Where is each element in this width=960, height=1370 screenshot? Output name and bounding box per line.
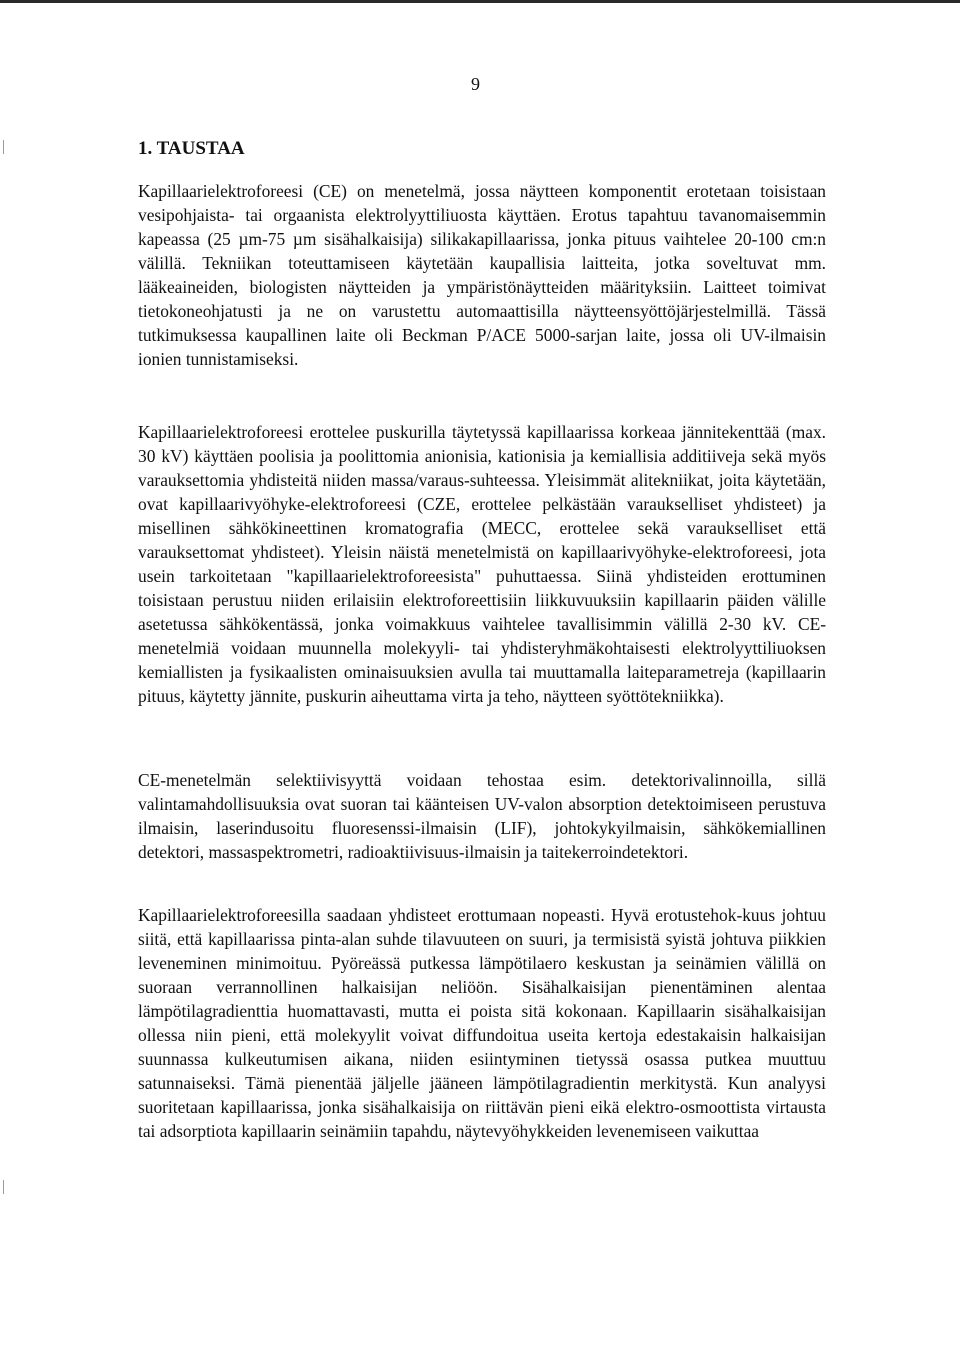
top-scan-rule: [0, 0, 960, 3]
paragraph: Kapillaarielektroforeesilla saadaan yhdisteet erottumaan nopeasti. Hyvä erotustehok-kuus johtuu siitä, että kapillaarissa pinta-alan suhde tilavuuteen on suuri, ja termisistä syistä johtuva piikkien leveneminen minimoituu. Pyöreässä putkessa lämpötilaero keskustan ja seinämien välillä on suoraan verrannollinen halkaisijan neliöön. Sisähalkaisijan pienentäminen alentaa lämpötilagradienttia huomattavasti, mutta ei poista sitä kokonaan. Kapillaarin sisähalkaisijan ollessa niin pieni, että molekyylit voivat diffundoitua useita kertoja edestakaisin halkaisijan suunnassa kulkeutumisen aikana, niiden esiintyminen tietyssä osassa putkea muuttuu satunnaiseksi. Tämä pienentää jäljelle jääneen lämpötilagradientin merkitystä. Kun analyysi suoritetaan kapillaarissa, jonka sisähalkaisija on riittävän pieni eikä elektro-osmoottista virtausta tai adsorptiota kapillaarin seinämiin tapahdu, näytevyöhykkeiden levenemiseen vaikuttaa: [138, 905, 826, 1141]
paragraph: Kapillaarielektroforeesi (CE) on menetelmä, jossa näytteen komponentit erotetaan toisistaan vesipohjaista- tai orgaanista elektrolyyttiliuosta käyttäen. Erotus tapahtuu tavanomaisemmin kapeassa (25 µm-75 µm sisähalkaisija) silikakapillaarissa, jonka pituus vaihtelee 20-100 cm:n välillä. Tekniikan toteuttamiseen käytetään kaupallisia laitteita, jotka soveltuvat mm. lääkeaineiden, biologisten näytteiden ja ympäristönäytteiden määrityksiin. Laitteet toimivat tietokoneohjatusti ja ne on varustettu automaattisilla näytteensyöttöjärjestelmillä. Tässä tutkimuksessa kaupallinen laite oli Beckman P/ACE 5000-sarjan laite, jossa oli UV-ilmaisin ionien tunnistamiseksi.: [138, 181, 826, 369]
margin-scan-mark: [3, 1180, 4, 1194]
section-heading: 1. TAUSTAA: [138, 138, 245, 159]
margin-scan-mark: [3, 140, 4, 154]
page-number: 9: [471, 74, 480, 94]
paragraph: Kapillaarielektroforeesi erottelee puskurilla täytetyssä kapillaarissa korkeaa jännitekenttää (max. 30 kV) käyttäen poolisia ja poolittomia anionisia, kationisia ja kemiallisia additiiveja sekä myös varauksettomia yhdisteitä niiden massa/varaus-suhteessa. Yleisimmät alitekniikat, joita käytetään, ovat kapillaarivyöhyke-elektroforeesi (CZE, erottelee pelkästään varaukselliset yhdisteet) ja misellinen sähkökineettinen kromatografia (MECC, erottelee sekä varaukselliset että varauksettomat yhdisteet). Yleisin näistä menetelmistä on kapillaarivyöhyke-elektroforeesi, jota usein tarkoitetaan "kapillaarielektroforeesista" puhuttaessa. Siinä yhdisteiden erottuminen toisistaan perustuu niiden erilaisiin elektroforeettisiin liikkuvuuksiin kapillaarin päiden välille asetetussa sähkökentässä, jonka voimakkuus vaihtelee tavallisimmin välillä 2-30 kV. CE-menetelmiä voidaan muunnella molekyyli- tai yhdisteryhmäkohtaisesti elektrolyyttiliuoksen kemiallisten ja fysikaalisten ominaisuuksien avulla tai muuttamalla laiteparametreja (kapillaarin pituus, käytetty jännite, puskurin aiheuttama virta ja teho, näytteen syöttötekniikka).: [138, 422, 826, 706]
paragraph: CE-menetelmän selektiivisyyttä voidaan tehostaa esim. detektorivalinnoilla, sillä valintamahdollisuuksia ovat suoran tai käänteisen UV-valon absorption detektoimiseen perustuva ilmaisin, laserindusoitu fluoresenssi-ilmaisin (LIF), johtokykyilmaisin, sähkökemiallinen detektori, massaspektrometri, radioaktiivisuus-ilmaisin ja taitekerroindetektori.: [138, 770, 826, 862]
